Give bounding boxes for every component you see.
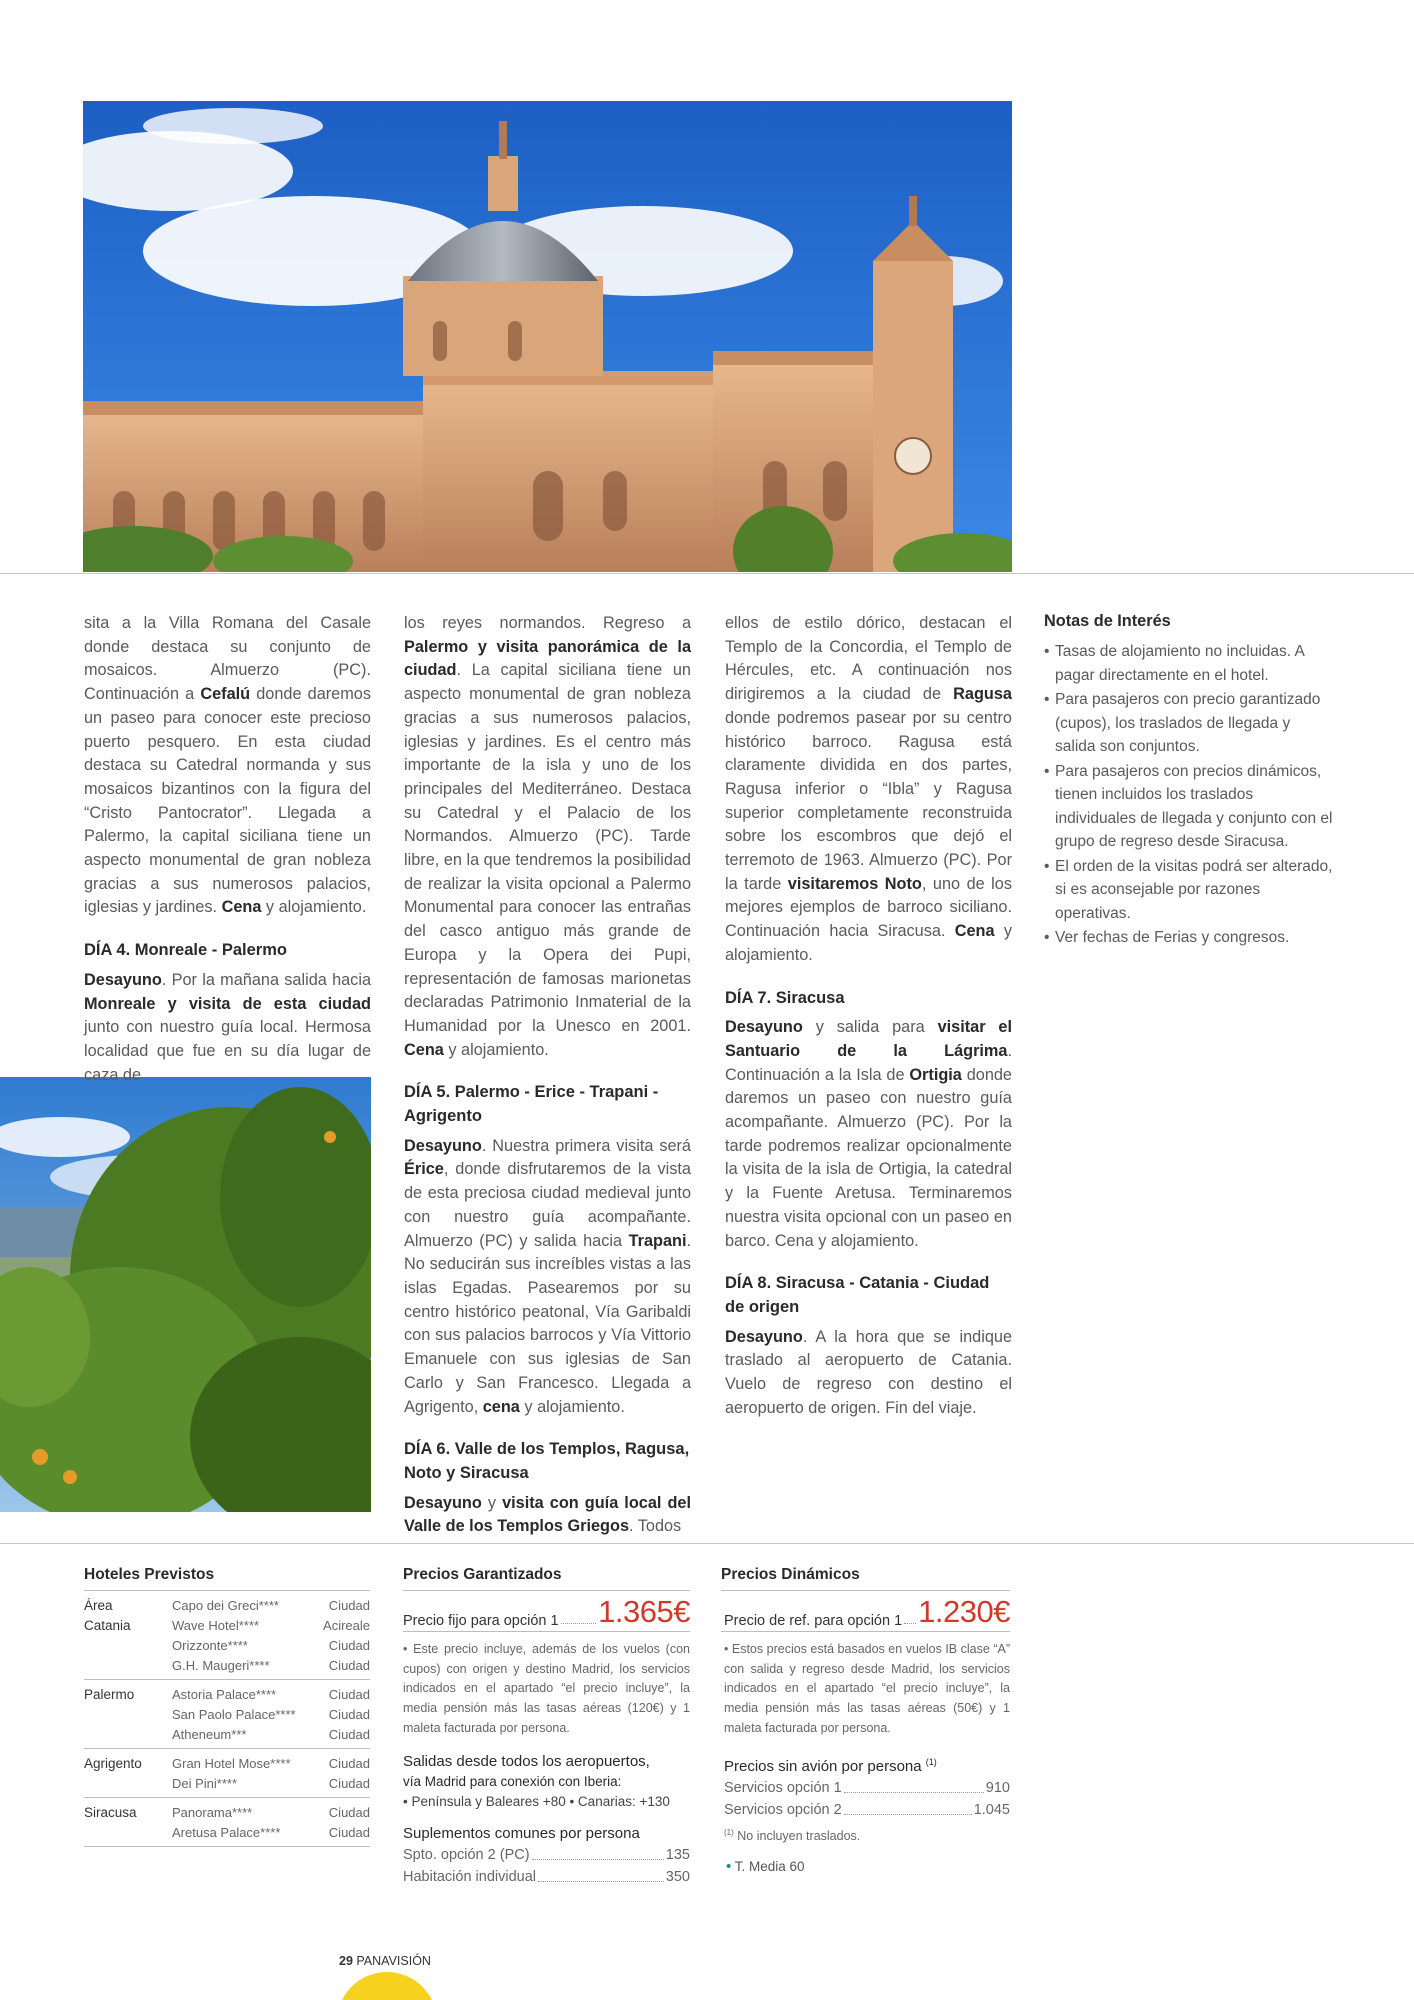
hotel-location: Ciudad: [328, 1658, 370, 1673]
season-row: [721, 1858, 1010, 1875]
hotel-area: [84, 1774, 172, 1794]
text-run: . Todos: [629, 1517, 682, 1536]
hotel-area: Palermo: [84, 1687, 135, 1702]
bold-phrase: Cena: [221, 898, 262, 917]
hotel-location: Acireale: [323, 1618, 370, 1633]
hotel-row: [84, 1774, 370, 1794]
page-number: 29: [339, 1954, 353, 1968]
guaranteed-prices: [403, 1566, 690, 1888]
guaranteed-price-label: Precio fijo para opción 1: [403, 1613, 559, 1629]
text-run: los reyes normandos. Regreso a: [404, 614, 691, 632]
bold-phrase: Ragusa: [953, 685, 1012, 704]
col2-paragraph-3: [404, 1492, 691, 1539]
bold-phrase: visitaremos Noto: [787, 874, 922, 893]
text-run: . Continuación a la Isla de: [725, 1041, 1012, 1084]
hotel-row: [84, 1616, 370, 1636]
bold-phrase: Cefalú: [200, 685, 251, 704]
itinerary-column-2: [404, 612, 691, 1539]
bold-phrase: Cena: [404, 1040, 444, 1059]
supplement-row: [403, 1866, 690, 1888]
season-text: T. Media 60: [734, 1859, 805, 1875]
text-run: . No seducirán sus increíbles vistas a las islas Egadas. Pasearemos por su centro histórico peatonal, Vía Garibaldi con sus palacios barrocos y Vía Vittorio Emanuele con sus iglesias de San Carlo y San Francesco. Llegada a Agrigento,: [404, 1231, 691, 1416]
footnote-text: No incluyen traslados.: [737, 1828, 861, 1843]
text-run: y alojamiento.: [519, 1397, 625, 1416]
text-run: . Por la mañana salida hacia: [161, 970, 371, 989]
text-run: . Nuestra primera visita será: [481, 1136, 691, 1155]
noflight-row: [721, 1799, 1010, 1821]
notes-title: Notas de Interés: [1044, 612, 1171, 630]
hotel-area: Catania: [84, 1618, 131, 1633]
departures-text: • Península y Baleares +80 • Canarias: +130: [403, 1793, 670, 1809]
dynamic-title: Precios Dinámicos: [721, 1566, 1010, 1591]
guaranteed-title: Precios Garantizados: [403, 1566, 690, 1591]
hotel-area: Agrigento: [84, 1756, 142, 1771]
hotel-group: [84, 1680, 370, 1749]
hotel-row: [84, 1636, 370, 1656]
hotel-group: [84, 1591, 370, 1680]
note-item: • El orden de la visitas podrá ser alterado, si es aconsejable por razones operativas.: [1044, 855, 1334, 926]
bold-phrase: visita con guía local del Valle de los Templos Griegos: [404, 1493, 691, 1536]
supplement-value: 350: [665, 1869, 690, 1886]
hotel-location: Ciudad: [328, 1707, 370, 1722]
text-run: ellos de estilo dórico, destacan el Templo de la Concordia, el Templo de Hércules, etc. A continuación nos dirigiremos a la ciudad de: [725, 614, 1012, 704]
itinerary-column-3: [725, 612, 1012, 1421]
hotels-table: [84, 1566, 370, 1847]
notes-list: [1044, 640, 1334, 950]
bold-phrase: Palermo y visita panorámica de la ciudad: [404, 637, 691, 680]
hotels-title: Hoteles Previstos: [84, 1566, 370, 1591]
text-run: donde podremos pasear por su centro histórico barroco. Ragusa está claramente dividida en dos partes, Ragusa inferior o “Ibla” y Ragusa superior completamente reconstruida sobre los escombros que dejó el terremoto de 1963. Almuerzo (PC). Por la tarde: [725, 708, 1012, 893]
hotel-area: [84, 1705, 172, 1725]
bottom-divider: [0, 1543, 1414, 1544]
hotel-row: [84, 1685, 370, 1705]
text-run: , donde disfrutaremos de la vista de esta preciosa ciudad medieval junto con nuestro guía acompañante. Almuerzo (PC) y salida hacia: [404, 1160, 691, 1250]
hotel-area: [84, 1656, 172, 1676]
note-item: • Para pasajeros con precio garantizado (cupos), los traslados de llegada y salida son conjuntos.: [1044, 688, 1334, 759]
bold-phrase: Desayuno: [404, 1136, 482, 1155]
hotel-location: Ciudad: [328, 1825, 370, 1840]
hotel-name: G.H. Maugeri****: [172, 1658, 270, 1673]
guaranteed-price-row: [403, 1595, 690, 1629]
hotel-location: Ciudad: [328, 1687, 370, 1702]
hotel-group: [84, 1798, 370, 1847]
hotel-name: Wave Hotel****: [172, 1618, 259, 1633]
note-item: • Tasas de alojamiento no incluidas. A pagar directamente en el hotel.: [1044, 640, 1334, 687]
noflight-footnote: [721, 1823, 1010, 1847]
noflight-title-text: Precios sin avión por persona: [724, 1757, 922, 1775]
text-run: junto con nuestro guía local. Hermosa localidad que fue en su día lugar de caza de: [84, 1018, 371, 1084]
hotel-name: Gran Hotel Mose****: [172, 1756, 291, 1771]
footnote-sup: (1): [724, 1827, 734, 1837]
hotel-name: Astoria Palace****: [172, 1687, 277, 1702]
hotel-name: Dei Pini****: [172, 1776, 238, 1791]
dynamic-price-row: [721, 1595, 1010, 1629]
dynamic-prices: [721, 1566, 1010, 1875]
supplement-label: Spto. opción 2 (PC): [403, 1847, 530, 1864]
day-7-heading: DÍA 7. Siracusa: [725, 988, 845, 1007]
col2-paragraph-1: [404, 612, 691, 1062]
brand-name: PANAVISIÓN: [356, 1954, 431, 1968]
text-run: y alojamiento.: [443, 1040, 549, 1059]
col3-paragraph-1: [725, 612, 1012, 968]
hotel-name: Aretusa Palace****: [172, 1825, 281, 1840]
noflight-label: Servicios opción 1: [724, 1779, 842, 1796]
hotel-row: [84, 1823, 370, 1843]
bold-phrase: Desayuno: [404, 1493, 482, 1512]
noflight-label: Servicios opción 2: [724, 1801, 842, 1818]
noflight-sup: (1): [925, 1756, 937, 1767]
top-divider: [0, 573, 1414, 574]
hotel-row: [84, 1656, 370, 1676]
hotel-area: Área: [84, 1598, 113, 1613]
hotel-location: Ciudad: [328, 1776, 370, 1791]
season-bullet-icon: •: [726, 1858, 732, 1876]
text-run: y salida para: [802, 1018, 938, 1037]
hotel-area: [84, 1725, 172, 1745]
noflight-row: [721, 1777, 1010, 1799]
bold-phrase: cena: [482, 1397, 520, 1416]
col3-paragraph-3: [725, 1326, 1012, 1421]
col2-paragraph-2: [404, 1135, 691, 1419]
text-run: . La capital siciliana tiene un aspecto monumental de gran nobleza gracias a sus numerosos palacios, iglesias y jardines. Es el centro más importante de la isla y uno de los principales del Mediterráneo. Destaca su Catedral y el Palacio de los Normandos. Almuerzo (PC). Tarde libre, en la que tendremos la posibilidad de realizar la visita opcional a Palermo Monumental para conocer las entrañas del casco antiguo más grande de Europa y la Opera dei Pupi, representación de famosas marionetas declaradas Patrimonio Inmaterial de la Humanidad por la Unesco en 2001.: [404, 661, 691, 1035]
hotel-group: [84, 1749, 370, 1798]
col1-paragraph-2: [84, 969, 371, 1088]
bold-phrase: Trapani: [628, 1231, 687, 1250]
notes-panel: [1044, 612, 1334, 951]
supplement-value: 135: [665, 1847, 690, 1864]
dynamic-price: 1.230€: [918, 1594, 1010, 1629]
hotel-location: Ciudad: [328, 1756, 370, 1771]
supplements-title: Suplementos comunes por persona: [403, 1825, 640, 1843]
hotel-location: Ciudad: [328, 1598, 370, 1613]
departures-subtitle: vía Madrid para conexión con Iberia:: [403, 1773, 622, 1789]
hotel-row: [84, 1705, 370, 1725]
day-4-heading: DÍA 4. Monreale - Palermo: [84, 941, 287, 960]
hotel-area: [84, 1823, 172, 1843]
text-run: y alojamiento.: [261, 898, 367, 917]
note-item: • Ver fechas de Ferias y congresos.: [1044, 926, 1334, 950]
text-run: donde daremos un paseo para conocer este precioso puerto pesquero. En esta ciudad destaca su Catedral normanda y sus mosaicos bizantinos con la figura del “Cristo Pantocrator”. Llegada a Palermo, la capital siciliana tiene un aspecto monumental de gran nobleza gracias a sus numerosos palacios, iglesias y jardines.: [84, 685, 371, 917]
day-6-heading: DÍA 6. Valle de los Templos, Ragusa, Noto y Siracusa: [404, 1440, 690, 1482]
bold-phrase: Desayuno: [84, 970, 162, 989]
hotel-location: Ciudad: [328, 1805, 370, 1820]
bold-phrase: Cena: [954, 922, 995, 941]
col3-paragraph-2: [725, 1016, 1012, 1253]
dynamic-price-label: Precio de ref. para opción 1: [724, 1613, 903, 1629]
text-run: donde daremos un paseo con nuestro guía acompañante. Almuerzo (PC). Por la tarde podremos realizar opcionalmente la visita de la isla de Ortigia, la catedral y la Fuente Aretusa. Terminaremos nuestra visita opcional con un paseo en barco. Cena y alojamiento.: [725, 1065, 1012, 1250]
hotel-row: [84, 1754, 370, 1774]
col1-paragraph-1: [84, 612, 371, 920]
greenery-photo: [0, 1077, 371, 1512]
bold-phrase: Ortigia: [909, 1065, 962, 1084]
note-item: • Para pasajeros con precios dinámicos, tienen incluidos los traslados individuales de llegada y conjunto con el grupo de regreso desde Siracusa.: [1044, 760, 1334, 854]
hotel-row: [84, 1725, 370, 1745]
hotel-location: Ciudad: [328, 1638, 370, 1653]
guaranteed-price: 1.365€: [598, 1594, 690, 1629]
bold-phrase: visitar el Santuario de la Lágrima: [725, 1018, 1012, 1060]
day-5-heading: DÍA 5. Palermo - Erice - Trapani - Agrigento: [404, 1083, 659, 1126]
supplement-row: [403, 1844, 690, 1866]
hotel-name: San Paolo Palace****: [172, 1707, 296, 1722]
text-run: y alojamiento.: [725, 922, 1013, 964]
noflight-value: 1.045: [973, 1801, 1010, 1818]
noflight-title: [721, 1752, 1010, 1777]
bold-phrase: Monreale y visita de esta ciudad: [84, 994, 371, 1013]
hotel-name: Capo dei Greci****: [172, 1598, 279, 1613]
hotel-row: [84, 1596, 370, 1616]
bold-phrase: Desayuno: [725, 1018, 803, 1037]
bold-phrase: Érice: [404, 1160, 444, 1179]
noflight-value: 910: [985, 1779, 1010, 1796]
dynamic-note: • Estos precios está basados en vuelos IB clase “A” con salida y regreso desde Madrid, los servicios indicados en el apartado “el precio incluye”, la media pensión más las tasas aéreas (50€) y 1 maleta facturada por persona.: [724, 1642, 1010, 1735]
cathedral-photo: [83, 101, 1012, 572]
guaranteed-note: • Este precio incluye, además de los vuelos (con cupos) con origen y destino Madrid, los servicios indicados en el apartado “el precio incluye”, la media pensión más las tasas aéreas (120€) y 1 maleta facturada por persona.: [403, 1642, 690, 1735]
text-run: , uno de los mejores ejemplos de barroco siciliano. Continuación hacia Siracusa.: [725, 874, 1012, 941]
itinerary-column-1: [84, 612, 371, 1087]
departures-title: Salidas desde todos los aeropuertos,: [403, 1752, 650, 1770]
supplement-label: Habitación individual: [403, 1869, 536, 1886]
hotel-name: Atheneum***: [172, 1727, 247, 1742]
yellow-tab-icon: [337, 1972, 437, 2000]
bold-phrase: Desayuno: [725, 1327, 803, 1346]
text-run: y: [481, 1493, 503, 1512]
page-footer: [339, 1954, 431, 1968]
text-run: sita a la Villa Romana del Casale donde destaca su conjunto de mosaicos. Almuerzo (PC). Continuación a: [84, 614, 371, 704]
hotel-area: Siracusa: [84, 1805, 137, 1820]
hotel-name: Orizzonte****: [172, 1638, 248, 1653]
hotel-row: [84, 1803, 370, 1823]
hotel-name: Panorama****: [172, 1805, 253, 1820]
hotel-area: [84, 1636, 172, 1656]
hotel-location: Ciudad: [328, 1727, 370, 1742]
day-8-heading: DÍA 8. Siracusa - Catania - Ciudad de origen: [725, 1274, 990, 1316]
text-run: . A la hora que se indique traslado al aeropuerto de Catania. Vuelo de regreso con destino el aeropuerto de origen. Fin del viaje.: [725, 1327, 1012, 1417]
